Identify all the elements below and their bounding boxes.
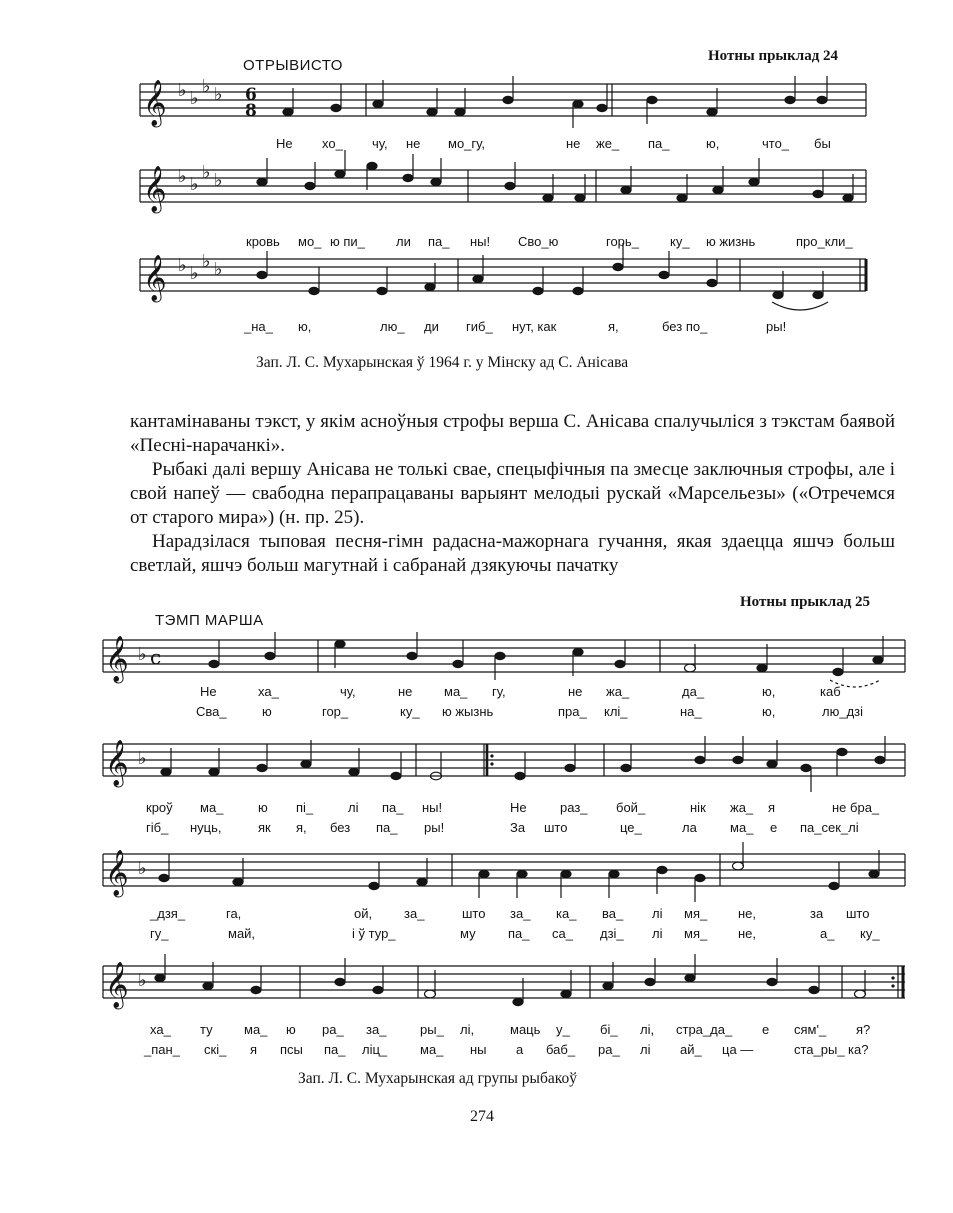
ex25-s1-b2: ю — [262, 704, 272, 719]
ex24-s2-l6: ны! — [470, 234, 491, 249]
ex24-s2-l8: горь_ — [606, 234, 639, 249]
ex25-s2-b14: па_сек_лі — [800, 820, 859, 835]
ex25-s3-b10: не, — [738, 926, 757, 941]
ex24-s1-l9: ю, — [706, 136, 720, 151]
svg-text:♭: ♭ — [190, 88, 199, 109]
svg-text:♭: ♭ — [138, 748, 147, 769]
svg-text:♭: ♭ — [202, 162, 211, 183]
ex25-s3-a1: _дзя_ — [150, 906, 186, 921]
ex25-s4-b15: ста_ры_ — [794, 1042, 845, 1057]
ex25-s2-b10: це_ — [620, 820, 642, 835]
ex25-s3-a8: ва_ — [602, 906, 624, 921]
ex25-s4-b9: а — [516, 1042, 524, 1057]
svg-text:8: 8 — [245, 101, 257, 121]
ex25-s1-a6: гу, — [492, 684, 506, 699]
ex25-s2-a13: я — [768, 800, 776, 815]
ex25-s3-b8: лі — [652, 926, 663, 941]
ex25-s3-a4: за_ — [404, 906, 425, 921]
ex25-s2-a5: лі — [348, 800, 359, 815]
svg-text:♭: ♭ — [202, 76, 211, 97]
ex25-s3-b4: му — [460, 926, 476, 941]
ex25-s3-a9: лі — [652, 906, 663, 921]
ex25-s1-a10: ю, — [762, 684, 776, 699]
ex25-s1-a5: ма_ — [444, 684, 468, 699]
ex24-s1-l5: мо_гу, — [448, 136, 485, 151]
svg-text:♭: ♭ — [214, 259, 223, 280]
ex24-s3-l4: ди — [424, 319, 439, 334]
svg-text:♭: ♭ — [202, 251, 211, 272]
example-25-caption: Зап. Л. С. Мухарынская ад групы рыбакоў — [298, 1070, 577, 1087]
svg-text:𝄞: 𝄞 — [105, 962, 129, 1008]
ex24-s1-l8: па_ — [648, 136, 670, 151]
ex25-s2-b3: як — [258, 820, 271, 835]
ex25-s3-a10: мя_ — [684, 906, 708, 921]
ex24-s2-l9: ку_ — [670, 234, 690, 249]
ex24-s1-l6: не — [566, 136, 581, 151]
ex25-s1-b9: ю, — [762, 704, 776, 719]
ex25-s3-b7: дзі_ — [600, 926, 624, 941]
ex25-s4-a9: маць — [510, 1022, 541, 1037]
ex25-s3-a3: ой, — [354, 906, 373, 921]
ex24-s2-l1: кровь — [246, 234, 280, 249]
ex24-s3-l8: без по_ — [662, 319, 708, 334]
example-24-caption: Зап. Л. С. Мухарынская ў 1964 г. у Мінску ад С. Анісава — [256, 354, 629, 371]
ex25-s1-a11: каб — [820, 684, 841, 699]
ex25-s1-a9: да_ — [682, 684, 705, 699]
ex25-s4-a10: у_ — [556, 1022, 570, 1037]
ex25-s1-b5: ю жызнь — [442, 704, 494, 719]
ex25-s1-a8: жа_ — [606, 684, 630, 699]
ex25-s4-b11: ра_ — [598, 1042, 620, 1057]
ex24-s3-l2: ю, — [298, 319, 312, 334]
ex25-s1-b8: на_ — [680, 704, 702, 719]
ex25-s1-b6: пра_ — [558, 704, 587, 719]
ex25-s4-a16: я? — [856, 1022, 871, 1037]
ex24-s3-l9: ры! — [766, 319, 787, 334]
svg-text:♭: ♭ — [178, 255, 187, 276]
ex25-s2-b5: без — [330, 820, 351, 835]
ex25-s4-b7: ма_ — [420, 1042, 444, 1057]
ex25-s4-a14: е — [762, 1022, 770, 1037]
ex25-s2-a6: па_ — [382, 800, 404, 815]
ex25-s3-b5: па_ — [508, 926, 530, 941]
svg-text:♭: ♭ — [138, 970, 147, 991]
ex25-s2-a10: бой_ — [616, 800, 646, 815]
ex25-s3-a11: не, — [738, 906, 757, 921]
example-25-label: Нотны прыклад 25 — [740, 594, 871, 610]
svg-text:6: 6 — [245, 85, 257, 105]
ex24-s3-l6: нут, как — [512, 319, 557, 334]
ex24-s1-l1: Не — [276, 136, 293, 151]
ex25-s1-a1: Не — [200, 684, 217, 699]
ex25-s2-a8: Не — [510, 800, 527, 815]
ex24-s3-l1: _на_ — [244, 319, 273, 334]
ex25-s2-b12: ма_ — [730, 820, 754, 835]
ex25-s3-b6: са_ — [552, 926, 573, 941]
svg-text:♭: ♭ — [178, 80, 187, 101]
svg-text:𝄞: 𝄞 — [143, 255, 167, 301]
page-number: 274 — [470, 1108, 494, 1125]
ex25-s3-b2: май, — [228, 926, 256, 941]
ex25-s1-a2: ха_ — [258, 684, 279, 699]
ex25-s4-a1: ха_ — [150, 1022, 171, 1037]
ex25-s3-a5: што — [462, 906, 486, 921]
svg-text:♭: ♭ — [214, 84, 223, 105]
ex25-s4-a8: лі, — [460, 1022, 475, 1037]
ex25-s4-b13: ай_ — [680, 1042, 702, 1057]
ex25-s4-b10: баб_ — [546, 1042, 576, 1057]
ex25-s1-b4: ку_ — [400, 704, 420, 719]
svg-text:♭: ♭ — [138, 644, 147, 665]
ex25-s4-a15: сям'_ — [794, 1022, 827, 1037]
ex25-s3-b12: ку_ — [860, 926, 880, 941]
ex25-s4-a4: ю — [286, 1022, 296, 1037]
ex25-s4-b16: ка? — [848, 1042, 869, 1057]
ex25-s2-a4: пі_ — [296, 800, 314, 815]
ex25-s4-b2: скі_ — [204, 1042, 227, 1057]
ex25-s3-b3: і ў тур_ — [352, 926, 396, 941]
paragraph-1: кантамінаваны тэкст, у якім асноўныя строфы верша С. Анісава спалучыліся з тэкстам баявой «Песні-нарачанкі». — [130, 411, 895, 456]
ex25-s2-a14: не бра_ — [832, 800, 880, 815]
svg-text:♭: ♭ — [190, 263, 199, 284]
ex25-s3-a7: ка_ — [556, 906, 577, 921]
ex24-s2-l5: па_ — [428, 234, 450, 249]
ex25-s3-b9: мя_ — [684, 926, 708, 941]
ex25-s2-b13: е — [770, 820, 778, 835]
svg-text:𝄞: 𝄞 — [105, 636, 129, 682]
ex24-s2-l4: ли — [396, 234, 411, 249]
ex25-s2-a3: ю — [258, 800, 268, 815]
ex25-s4-b6: ліц_ — [362, 1042, 388, 1057]
ex25-s2-a9: раз_ — [560, 800, 588, 815]
ex25-s2-a7: ны! — [422, 800, 443, 815]
ex25-s1-b10: лю_дзі — [822, 704, 863, 719]
svg-text:𝄞: 𝄞 — [143, 80, 167, 126]
ex25-s2-b4: я, — [296, 820, 307, 835]
svg-text:𝄞: 𝄞 — [105, 850, 129, 896]
ex25-s4-b8: ны — [470, 1042, 487, 1057]
svg-text:♭: ♭ — [190, 174, 199, 195]
svg-text:c: c — [150, 645, 162, 669]
ex25-s1-b1: Сва_ — [196, 704, 227, 719]
ex25-s2-b1: гіб_ — [146, 820, 169, 835]
svg-text:𝄞: 𝄞 — [105, 740, 129, 786]
svg-text:♭: ♭ — [214, 170, 223, 191]
ex25-s2-a11: нік — [690, 800, 706, 815]
ex25-s4-a12: лі, — [640, 1022, 655, 1037]
svg-text:𝄞: 𝄞 — [143, 166, 167, 212]
ex25-s4-b4: псы — [280, 1042, 303, 1057]
ex25-s2-a2: ма_ — [200, 800, 224, 815]
ex24-s2-l11: про_кли_ — [796, 234, 853, 249]
ex25-s3-a6: за_ — [510, 906, 531, 921]
ex24-s1-l11: бы — [814, 136, 831, 151]
ex25-s4-a5: ра_ — [322, 1022, 344, 1037]
paragraph-3-text: Нарадзілася тыповая песня-гімн радасна-мажорнага гучання, якая здаецца яшчэ больш светлай, яшчэ больш магутнай і сабранай дзякуючы пачатку — [130, 531, 895, 576]
ex25-s3-a2: га, — [226, 906, 242, 921]
example-24-tempo: ОТРЫВИСТО — [243, 57, 343, 74]
ex24-s3-l7: я, — [608, 319, 619, 334]
ex25-s4-a7: ры_ — [420, 1022, 444, 1037]
ex25-s2-a12: жа_ — [730, 800, 754, 815]
ex25-s4-a3: ма_ — [244, 1022, 268, 1037]
ex25-s4-b5: па_ — [324, 1042, 346, 1057]
ex24-s2-l10: ю жизнь — [706, 234, 756, 249]
ex24-s1-l4: не — [406, 136, 421, 151]
ex24-s1-l7: же_ — [596, 136, 620, 151]
ex25-s1-b7: клі_ — [604, 704, 628, 719]
example-25-tempo: ТЭМП МАРША — [155, 612, 264, 629]
ex25-s4-b3: я — [250, 1042, 258, 1057]
ex25-s4-a13: стра_да_ — [676, 1022, 733, 1037]
ex25-s3-b1: гу_ — [150, 926, 169, 941]
ex25-s1-a4: не — [398, 684, 413, 699]
ex25-s2-b11: ла — [682, 820, 697, 835]
ex24-s1-l3: чу, — [372, 136, 388, 151]
ex24-s2-l3: ю пи_ — [330, 234, 365, 249]
ex24-s2-l7: Сво_ю — [518, 234, 559, 249]
ex25-s2-b9: што — [544, 820, 568, 835]
ex25-s4-a11: бі_ — [600, 1022, 618, 1037]
ex25-s4-a6: за_ — [366, 1022, 387, 1037]
ex25-s4-a2: ту — [200, 1022, 213, 1037]
ex25-s4-b12: лі — [640, 1042, 651, 1057]
ex24-s3-l3: лю_ — [380, 319, 405, 334]
ex24-s1-l10: что_ — [762, 136, 790, 151]
ex25-s1-b3: гор_ — [322, 704, 349, 719]
ex24-s1-l2: хо_ — [322, 136, 343, 151]
ex25-s2-a1: кроў — [146, 800, 173, 815]
paragraph-2-text: Рыбакі далі вершу Анісава не толькі свае, спецыфічныя па змесце заключныя строфы, але і свой напеў — свабодна перапрацаваны варыянт мелодыі рускай «Марсельезы» («Отречемся от старого мира») (н. пр. 25). — [130, 459, 895, 528]
svg-text:♭: ♭ — [138, 858, 147, 879]
ex25-s2-b8: За — [510, 820, 526, 835]
ex25-s1-a7: не — [568, 684, 583, 699]
ex25-s1-a3: чу, — [340, 684, 356, 699]
ex25-s2-b6: па_ — [376, 820, 398, 835]
svg-text:♭: ♭ — [178, 166, 187, 187]
ex25-s2-b2: нуць, — [190, 820, 222, 835]
example-24-label: Нотны прыклад 24 — [708, 48, 839, 64]
ex25-s2-b7: ры! — [424, 820, 445, 835]
ex24-s3-l5: гиб_ — [466, 319, 493, 334]
ex25-s4-b14: ца — — [722, 1042, 754, 1057]
ex25-s3-a12: за — [810, 906, 824, 921]
ex25-s3-b11: а_ — [820, 926, 835, 941]
ex25-s4-b1: _пан_ — [144, 1042, 180, 1057]
ex25-s3-a13: што — [846, 906, 870, 921]
ex24-s2-l2: мо_ — [298, 234, 322, 249]
